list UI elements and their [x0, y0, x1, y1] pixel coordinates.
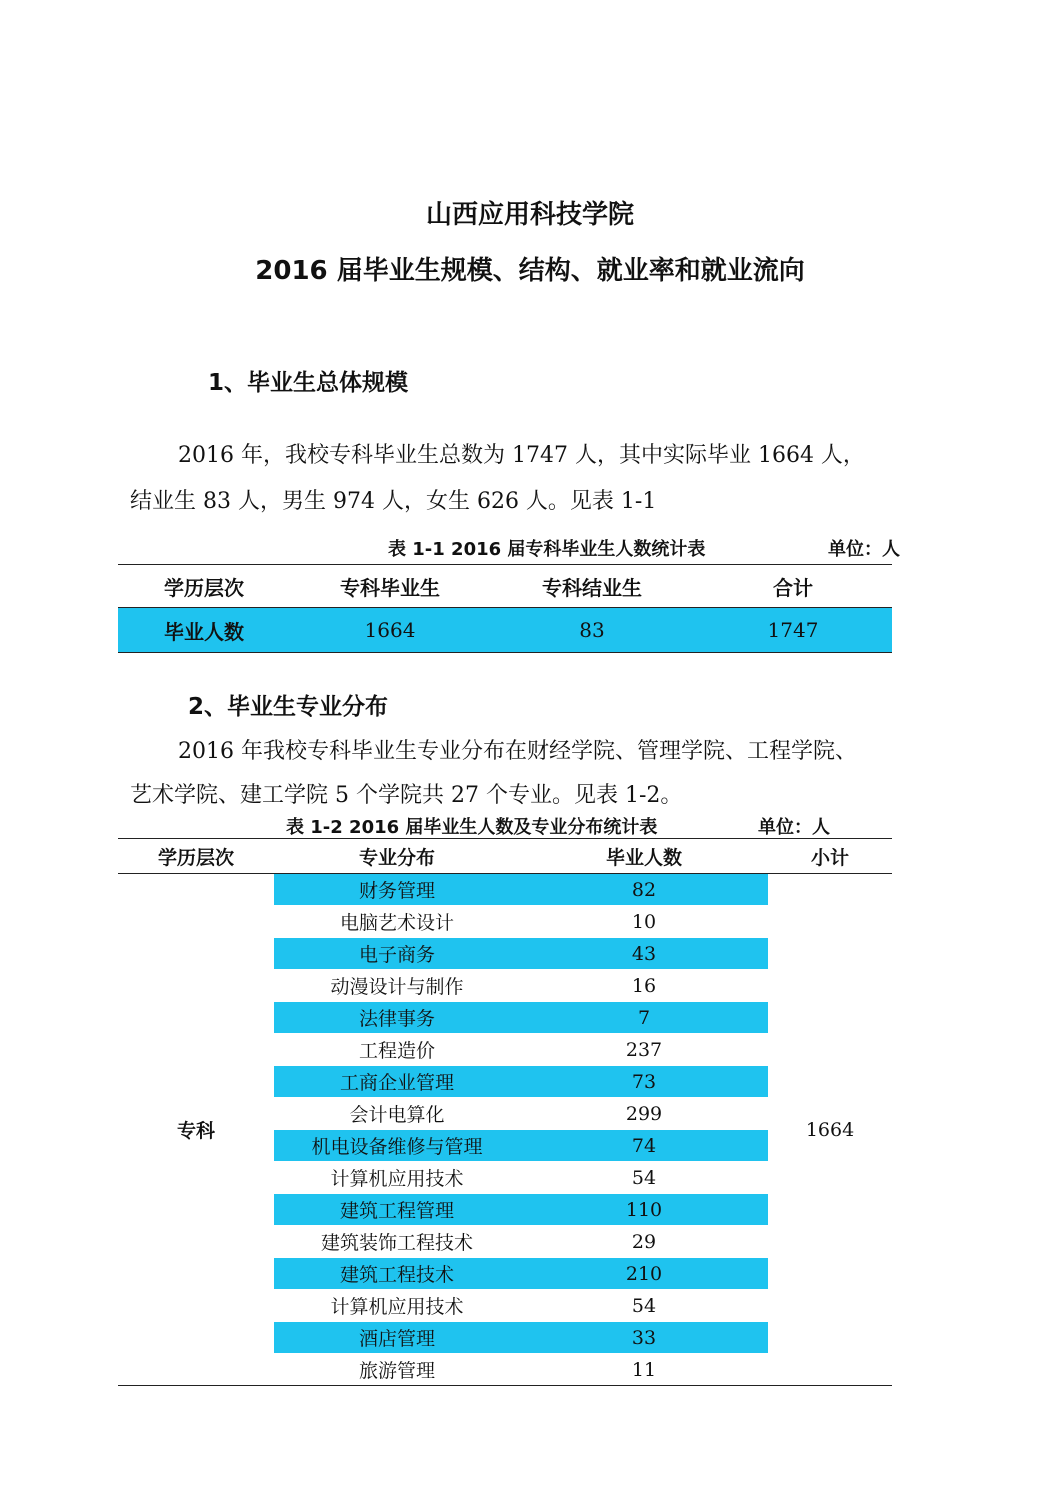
table1-cell: 1664: [290, 608, 490, 653]
table1-row-label: 毕业人数: [118, 608, 290, 653]
table2-header-cell: 学历层次: [118, 839, 274, 874]
graduate-count-cell: 110: [520, 1194, 768, 1226]
graduate-count-table: [118, 564, 892, 653]
major-name-cell: 会计电算化: [274, 1098, 520, 1130]
graduate-count-cell: 10: [520, 906, 768, 938]
education-level-cell: 专科: [176, 1120, 215, 1142]
graduate-count-cell: 11: [520, 1354, 768, 1386]
major-name-cell: 计算机应用技术: [274, 1162, 520, 1194]
graduate-count-cell: 29: [520, 1226, 768, 1258]
major-name-cell: 电脑艺术设计: [274, 906, 520, 938]
graduate-count-cell: 210: [520, 1258, 768, 1290]
major-name-cell: 财务管理: [274, 874, 520, 906]
section2-paragraph-line2: 艺术学院、建工学院 5 个学院共 27 个专业。见表 1-2。: [130, 783, 683, 808]
major-name-cell: 机电设备维修与管理: [274, 1130, 520, 1162]
document-subtitle: 2016 届毕业生规模、结构、就业率和就业流向: [255, 256, 805, 286]
major-name-cell: 工商企业管理: [274, 1066, 520, 1098]
graduate-count-cell: 43: [520, 938, 768, 970]
section1-heading: 1、毕业生总体规模: [208, 370, 409, 396]
major-name-cell: 建筑工程技术: [274, 1258, 520, 1290]
table1-header-cell: 学历层次: [164, 575, 244, 600]
graduate-count-cell: 299: [520, 1098, 768, 1130]
subtotal-cell: 1664: [805, 1118, 855, 1141]
graduate-count-cell: 16: [520, 970, 768, 1002]
graduate-count-cell: 54: [520, 1290, 768, 1322]
graduate-count-cell: 54: [520, 1162, 768, 1194]
section1-paragraph-line1: 2016 年，我校专科毕业生总数为 1747 人，其中实际毕业 1664 人，: [178, 443, 865, 468]
table1-header-cell: 专科毕业生: [340, 575, 440, 600]
table1-header-cell: 专科结业生: [542, 575, 642, 600]
table2-caption: 表 1-2 2016 届毕业生人数及专业分布统计表: [286, 817, 658, 838]
section2-heading: 2、毕业生专业分布: [188, 694, 389, 720]
document-title: 山西应用科技学院: [425, 200, 634, 230]
major-name-cell: 酒店管理: [274, 1322, 520, 1354]
graduate-count-cell: 33: [520, 1322, 768, 1354]
table1-data-row: [118, 608, 892, 653]
major-name-cell: 电子商务: [274, 938, 520, 970]
graduate-count-cell: 74: [520, 1130, 768, 1162]
table1-cell: 83: [490, 608, 694, 653]
table2-header-cell: 小计: [768, 839, 892, 874]
table-row: [118, 874, 892, 906]
major-name-cell: 法律事务: [274, 1002, 520, 1034]
major-name-cell: 动漫设计与制作: [274, 970, 520, 1002]
graduate-count-cell: 7: [520, 1002, 768, 1034]
graduate-count-cell: 73: [520, 1066, 768, 1098]
table1-header-cell: 合计: [773, 575, 813, 600]
section2-paragraph-line1: 2016 年我校专科毕业生专业分布在财经学院、管理学院、工程学院、: [178, 739, 857, 764]
table1-caption: 表 1-1 2016 届专科毕业生人数统计表: [388, 539, 706, 560]
graduate-count-cell: 82: [520, 874, 768, 906]
table1-cell: 1747: [694, 608, 892, 653]
section1-paragraph-line2: 结业生 83 人，男生 974 人，女生 626 人。见表 1-1: [130, 489, 657, 514]
table1-header-row: [118, 565, 892, 608]
major-name-cell: 旅游管理: [274, 1354, 520, 1386]
major-name-cell: 工程造价: [274, 1034, 520, 1066]
table2-header-cell: 毕业人数: [520, 839, 768, 874]
table2-header-row: [118, 839, 892, 874]
major-name-cell: 建筑工程管理: [274, 1194, 520, 1226]
table1-unit: 单位：人: [828, 539, 900, 560]
table2-unit: 单位：人: [758, 817, 830, 838]
graduate-count-cell: 237: [520, 1034, 768, 1066]
table2-header-cell: 专业分布: [274, 839, 520, 874]
major-name-cell: 计算机应用技术: [274, 1290, 520, 1322]
major-distribution-table: [118, 838, 892, 1386]
major-name-cell: 建筑装饰工程技术: [274, 1226, 520, 1258]
